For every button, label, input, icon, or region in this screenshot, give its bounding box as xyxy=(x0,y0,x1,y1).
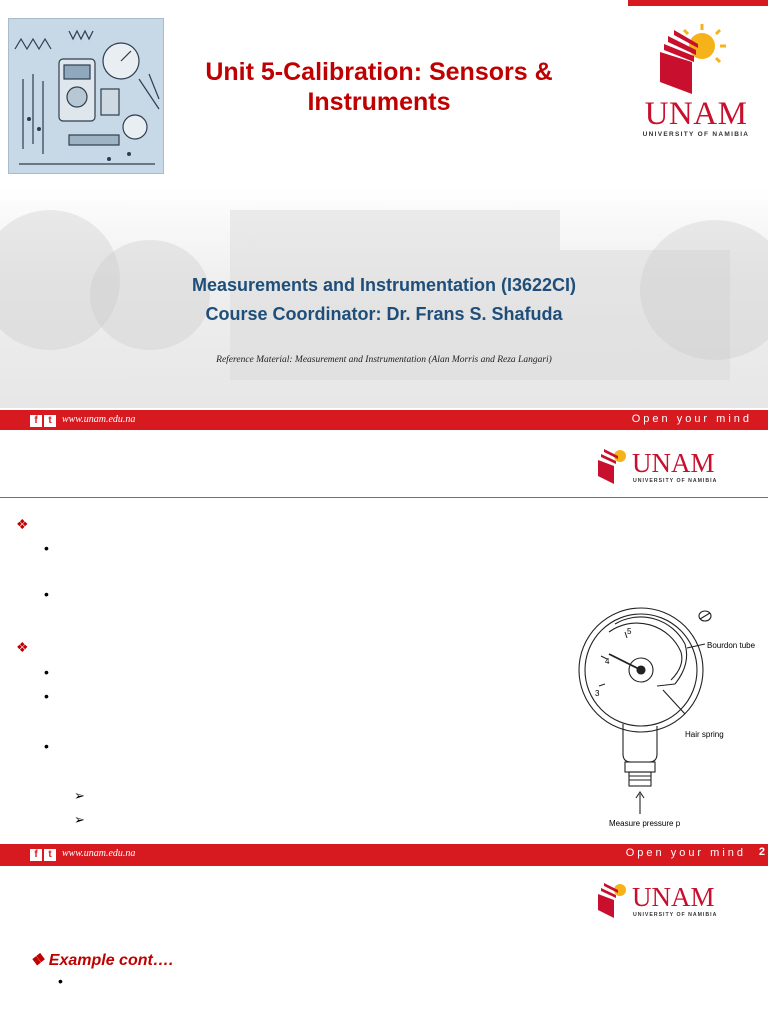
social-icons xyxy=(30,849,56,861)
title-line-2: Instruments xyxy=(307,88,451,116)
list-bullet: • xyxy=(44,688,49,704)
social-icons xyxy=(30,415,56,427)
unam-wordmark: UNAM xyxy=(632,448,715,478)
unam-subtitle: UNIVERSITY OF NAMIBIA xyxy=(633,478,718,484)
facebook-icon[interactable]: f xyxy=(30,415,42,427)
unam-logo-small xyxy=(594,446,724,490)
footer-motto: Open your mind xyxy=(625,847,746,859)
twitter-icon[interactable]: t xyxy=(44,415,56,427)
list-bullet: • xyxy=(58,973,63,989)
title-slide xyxy=(0,0,768,430)
unam-logo-small xyxy=(594,880,724,924)
dial-tick-4: 4 xyxy=(605,657,610,666)
label-hair-spring: Hair spring xyxy=(685,730,724,739)
course-coordinator: Course Coordinator: Dr. Frans S. Shafuda xyxy=(205,304,563,324)
content-slide-3 xyxy=(0,870,768,1024)
unam-logo xyxy=(640,22,752,142)
unam-book-sun-icon xyxy=(640,22,752,96)
slide-title xyxy=(164,57,594,117)
unam-wordmark: UNAM xyxy=(644,96,748,132)
website-link[interactable]: www.unam.edu.na xyxy=(62,414,136,425)
instruments-illustration xyxy=(8,18,164,174)
slide-footer xyxy=(0,410,768,430)
bourdon-gauge-figure xyxy=(575,604,765,830)
example-heading xyxy=(30,950,173,970)
course-name: Measurements and Instrumentation (I3622CI) xyxy=(191,275,577,295)
list-bullet: • xyxy=(44,586,49,602)
slide-footer xyxy=(0,844,768,866)
diamond-bullet-icon: ❖ xyxy=(16,516,29,532)
page-number: 2 xyxy=(758,846,765,858)
diamond-bullet-icon: ❖ xyxy=(16,639,29,655)
list-bullet: • xyxy=(44,540,49,556)
arrow-bullet-icon: ➢ xyxy=(74,788,85,803)
unam-subtitle: UNIVERSITY OF NAMIBIA xyxy=(642,131,750,138)
arrow-bullet-icon: ➢ xyxy=(74,812,85,827)
top-accent-strip xyxy=(628,0,768,6)
unam-subtitle: UNIVERSITY OF NAMIBIA xyxy=(633,912,718,918)
header-divider xyxy=(0,497,768,498)
unam-book-sun-icon xyxy=(594,880,634,920)
footer-motto: Open your mind xyxy=(631,413,752,425)
dial-tick-3: 3 xyxy=(595,689,600,698)
website-link[interactable]: www.unam.edu.na xyxy=(62,848,136,859)
title-line-1: Unit 5-Calibration: Sensors & xyxy=(205,58,553,86)
unam-wordmark: UNAM xyxy=(632,882,715,912)
twitter-icon[interactable]: t xyxy=(44,849,56,861)
diamond-bullet-icon: ❖ xyxy=(30,952,45,969)
dial-tick-5: 5 xyxy=(627,627,632,636)
reference-material: Reference Material: Measurement and Instrumentation (Alan Morris and Reza Langari) xyxy=(216,355,552,365)
example-heading-text: Example cont…. xyxy=(48,952,174,969)
facebook-icon[interactable]: f xyxy=(30,849,42,861)
label-bourdon-tube: Bourdon tube xyxy=(707,641,756,650)
label-measure-pressure: Measure pressure p xyxy=(609,819,681,828)
content-slide-2 xyxy=(0,434,768,866)
unam-book-sun-icon xyxy=(594,446,634,486)
list-bullet: • xyxy=(44,738,49,754)
list-bullet: • xyxy=(44,664,49,680)
